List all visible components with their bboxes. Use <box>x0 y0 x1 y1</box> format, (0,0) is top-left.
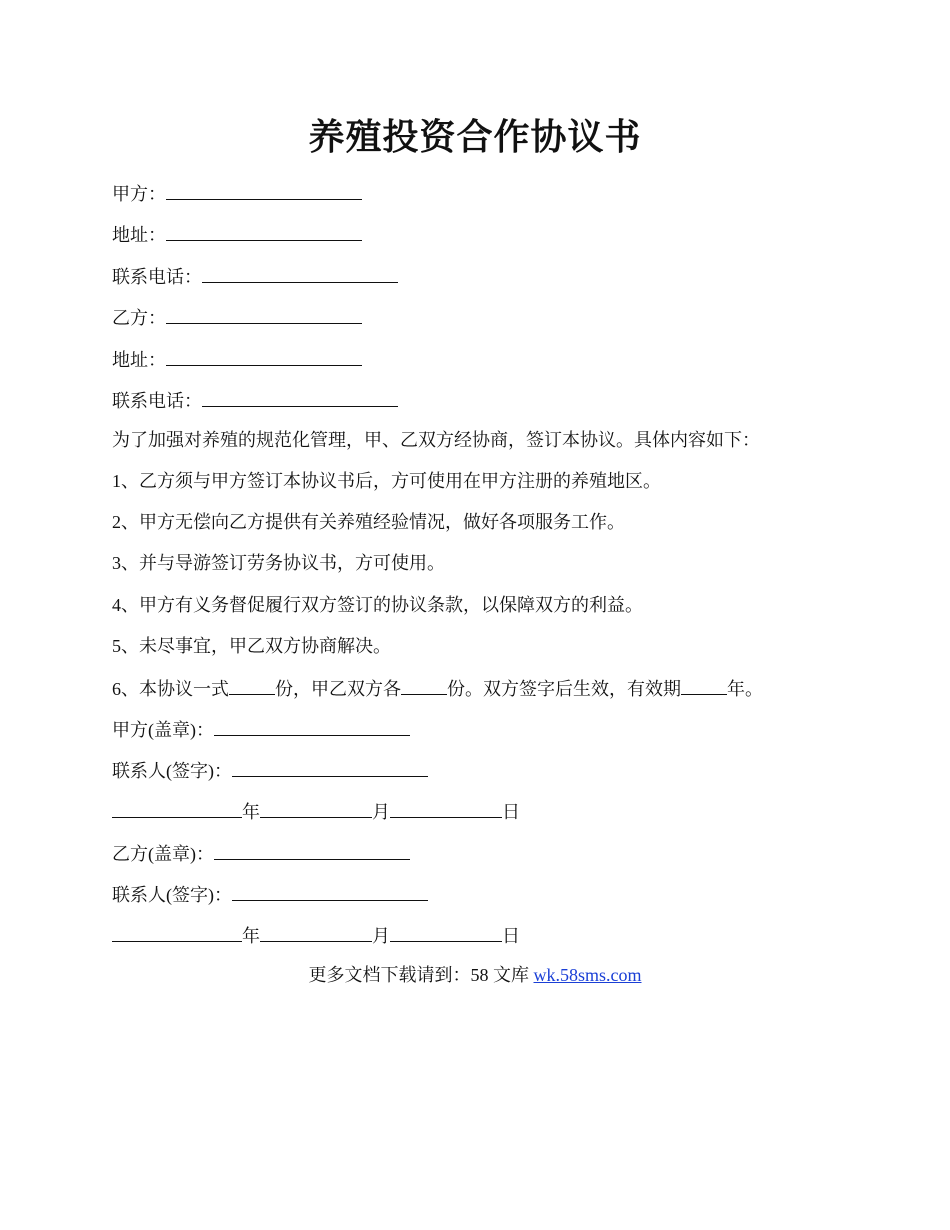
clause-6-part-4: 年。 <box>727 679 763 699</box>
clause-item: 5、未尽事宜，甲乙双方协商解决。 <box>112 636 391 656</box>
clause-item: 2、甲方无偿向乙方提供有关养殖经验情况，做好各项服务工作。 <box>112 512 625 532</box>
party-b-seal-line <box>112 839 410 867</box>
party-a-address-line <box>112 220 362 248</box>
clause-item: 3、并与导游签订劳务协议书，方可使用。 <box>112 553 445 573</box>
footer-text: 更多文档下载请到：58 文库 <box>308 965 534 985</box>
party-a-contact-line <box>112 756 428 784</box>
party-b-phone-label: 联系电话： <box>112 391 202 411</box>
download-footer <box>0 962 950 988</box>
month-blank <box>260 921 372 942</box>
month-label: 月 <box>372 926 390 946</box>
document-title: 养殖投资合作协议书 <box>308 117 642 157</box>
party-b-seal-blank <box>214 839 410 860</box>
party-b-phone-line <box>112 386 398 414</box>
clause-item: 1、乙方须与甲方签订本协议书后，方可使用在甲方注册的养殖地区。 <box>112 471 661 491</box>
party-b-name-line <box>112 303 362 331</box>
party-b-contact-line <box>112 880 428 908</box>
month-label: 月 <box>372 802 390 822</box>
party-b-date-line <box>112 921 520 949</box>
copies-total-blank <box>229 674 275 695</box>
clause-6-part-3: 份。双方签字后生效，有效期 <box>447 679 681 699</box>
year-blank <box>112 921 242 942</box>
party-b-contact-label: 联系人(签字)： <box>112 885 232 905</box>
party-a-name-blank <box>166 179 362 200</box>
year-blank <box>112 797 242 818</box>
party-a-address-blank <box>166 220 362 241</box>
party-a-contact-label: 联系人(签字)： <box>112 761 232 781</box>
year-label: 年 <box>242 802 260 822</box>
day-blank <box>390 921 502 942</box>
clause-6-part-1: 6、本协议一式 <box>112 679 229 699</box>
copies-each-blank <box>401 674 447 695</box>
day-label: 日 <box>502 926 520 946</box>
party-a-seal-line <box>112 715 410 743</box>
party-b-address-line <box>112 345 362 373</box>
party-a-address-label: 地址： <box>112 225 166 245</box>
party-a-phone-line <box>112 262 398 290</box>
party-b-phone-blank <box>202 386 398 407</box>
clause-6 <box>112 674 763 702</box>
clause-item: 4、甲方有义务督促履行双方签订的协议条款，以保障双方的利益。 <box>112 595 643 615</box>
intro-paragraph: 为了加强对养殖的规范化管理，甲、乙双方经协商，签订本协议。具体内容如下： <box>112 430 760 450</box>
party-b-address-label: 地址： <box>112 350 166 370</box>
validity-years-blank <box>681 674 727 695</box>
party-a-phone-label: 联系电话： <box>112 267 202 287</box>
party-a-date-line <box>112 797 520 825</box>
day-label: 日 <box>502 802 520 822</box>
party-a-seal-label: 甲方(盖章)： <box>112 720 214 740</box>
party-b-name-blank <box>166 303 362 324</box>
year-label: 年 <box>242 926 260 946</box>
party-a-contact-blank <box>232 756 428 777</box>
party-a-seal-blank <box>214 715 410 736</box>
clause-6-part-2: 份，甲乙双方各 <box>275 679 401 699</box>
party-a-name-label: 甲方： <box>112 184 166 204</box>
party-a-phone-blank <box>202 262 398 283</box>
party-b-address-blank <box>166 345 362 366</box>
party-b-name-label: 乙方： <box>112 308 166 328</box>
month-blank <box>260 797 372 818</box>
party-b-seal-label: 乙方(盖章)： <box>112 844 214 864</box>
party-b-contact-blank <box>232 880 428 901</box>
party-a-name-line <box>112 179 362 207</box>
footer-link[interactable]: wk.58sms.com <box>533 965 642 985</box>
day-blank <box>390 797 502 818</box>
